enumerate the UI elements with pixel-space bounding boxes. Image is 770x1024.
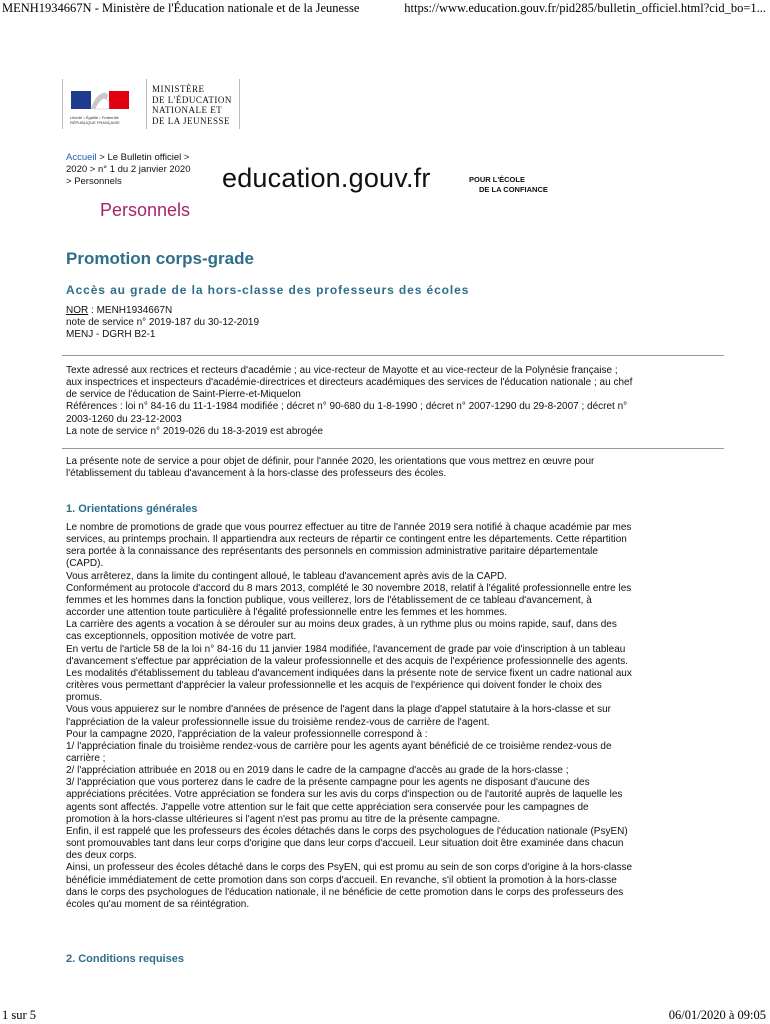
text-line: l'établissement du tableau d'avancement à la hors-classe des professeurs des écoles. bbox=[66, 468, 447, 480]
breadcrumb-year-link[interactable]: 2020 bbox=[66, 164, 88, 175]
section-heading: Personnels bbox=[100, 200, 191, 220]
text-line: accorder une attention toute particulière à l'égalité professionnelle entre les femmes et les hommes. bbox=[66, 607, 508, 619]
text-line: Pour la campagne 2020, l'appréciation de la valeur professionnelle correspond à : bbox=[66, 728, 428, 740]
text-line: La carrière des agents a vocation à se dérouler sur au moins deux grades, à un rythme plus ou moins rapide, sauf, dans des bbox=[66, 619, 617, 631]
print-footer bbox=[0, 1007, 770, 1023]
text-line: agents sont affectés. J'appelle votre attention sur le fait que cette appréciation sera conservée pour les campagnes de bbox=[66, 801, 589, 813]
ministry-line-1: MINISTÈRE bbox=[152, 84, 205, 94]
print-header-url: https://www.education.gouv.fr/pid285/bulletin_officiel.html?cid_bo=1... bbox=[404, 1, 766, 15]
service-note: note de service n° 2019-187 du 30-12-2019 bbox=[66, 317, 260, 328]
text-line: Texte adressé aux rectrices et recteurs d'académie ; au vice-recteur de Mayotte et au vice-recteur de la Polynésie française ; bbox=[66, 365, 618, 376]
text-line: des deux corps. bbox=[66, 850, 137, 862]
breadcrumb-separator: > bbox=[87, 164, 98, 175]
breadcrumb-separator: > bbox=[66, 176, 75, 187]
breadcrumb bbox=[66, 152, 191, 188]
text-line: services, au printemps prochain. Il appartiendra aux recteurs de répartir ce contingent entre les départements. Cette répartition bbox=[66, 534, 627, 546]
text-line: (CAPD). bbox=[66, 558, 104, 570]
text-line: La note de service n° 2019-026 du 18-3-2019 est abrogée bbox=[66, 425, 323, 437]
section-2-heading: 2. Conditions requises bbox=[66, 953, 184, 965]
document-subtitle: Accès au grade de la hors-classe des professeurs des écoles bbox=[66, 283, 470, 297]
nor-label: NOR bbox=[66, 305, 89, 316]
print-header bbox=[0, 0, 770, 16]
print-header-title: MENH1934667N - Ministère de l'Éducation nationale et de la Jeunesse bbox=[2, 1, 360, 15]
text-line: critères vous permettant d'apprécier la valeur professionnelle et les acquis de l'expérience qui doivent fonder le choix des bbox=[66, 680, 602, 692]
text-line: Les modalités d'établissement du tableau d'avancement indiquées dans la présente note de service fixent un cadre national aux bbox=[66, 667, 632, 679]
text-line: promotion à la hors-classe ultérieures si l'agent n'est pas promu au titre de la présente campagne. bbox=[66, 813, 501, 825]
text-line: La présente note de service a pour objet de définir, pour l'année 2020, les orientations que vous mettrez en œuvre pour bbox=[66, 456, 595, 467]
document-title: Promotion corps-grade bbox=[66, 249, 254, 268]
text-line: de service de l'éducation de Saint-Pierre-et-Miquelon bbox=[66, 389, 301, 401]
text-line: Le nombre de promotions de grade que vous pourrez effectuer au titre de l'année 2019 sera notifié à chaque académie par mes bbox=[66, 522, 632, 533]
text-line: cas exceptionnels, opposition motivée de votre part. bbox=[66, 631, 297, 643]
text-line: l'appréciation de la valeur professionnelle issue du troisième rendez-vous de carrière de l'agent. bbox=[66, 716, 490, 728]
ministry-logo[interactable] bbox=[62, 79, 237, 129]
ministry-line-3: NATIONALE ET bbox=[152, 105, 223, 115]
text-line: Vous arrêterez, dans la limite du contingent alloué, le tableau d'avancement après avis de la CAPD. bbox=[66, 570, 508, 582]
marianne-icon bbox=[71, 89, 129, 111]
document-references bbox=[66, 305, 259, 341]
slogan-line-1: POUR L'ÉCOLE bbox=[469, 175, 525, 184]
breadcrumb-personnels-link[interactable]: Personnels bbox=[74, 176, 122, 187]
breadcrumb-bulletin-link[interactable]: Le Bulletin officiel bbox=[107, 152, 182, 163]
ministry-line-2: DE L'ÉDUCATION bbox=[152, 94, 232, 105]
text-line: femmes et les hommes dans la fonction publique, vous veillerez, lors de l'établissement de ce tableau d'avancement, à bbox=[66, 594, 592, 606]
text-line: carrière ; bbox=[66, 752, 106, 764]
breadcrumb-separator: > bbox=[96, 152, 108, 163]
text-line: aux inspectrices et inspecteurs d'académie-directrices et directeurs académiques des services de l'éducation nationale ; au chef bbox=[66, 377, 633, 389]
text-line: 1/ l'appréciation finale du troisième rendez-vous de carrière pour les agents ayant bénéficié de ce troisième rendez-vous de bbox=[66, 740, 612, 752]
text-line: Ainsi, un professeur des écoles détaché dans le corps des PsyEN, qui est promu au sein de son corps d'origine à la hors-classe bbox=[66, 862, 633, 874]
issuer: MENJ - DGRH B2-1 bbox=[66, 329, 156, 340]
text-line: En vertu de l'article 58 de la loi n° 84-16 du 11 janvier 1984 modifiée, l'avancement de grade par voie d'inscription à un tableau bbox=[66, 643, 626, 655]
text-line: 3/ l'appréciation que vous porterez dans le cadre de la présente campagne pour les agents ne disposant d'aucune des bbox=[66, 777, 590, 789]
page-counter: 1 sur 5 bbox=[2, 1008, 37, 1022]
text-line: sera portée à la connaissance des représentants des personnels en commission administrative paritaire départementale bbox=[66, 546, 598, 558]
print-timestamp: 06/01/2020 à 09:05 bbox=[668, 1008, 766, 1022]
text-line: dans le corps des psychologues de l'éducation nationale, il ne bénéficie de cette promotion dans le corps des professeurs des bbox=[66, 886, 624, 898]
section-1-heading: 1. Orientations générales bbox=[66, 503, 198, 515]
site-slogan bbox=[469, 175, 548, 195]
text-line: d'avancement s'effectue par appréciation de la valeur professionnelle et des acquis de l'expérience professionnelle des agents. bbox=[66, 655, 629, 667]
addressees-block bbox=[66, 365, 726, 438]
text-line: promus. bbox=[66, 692, 103, 704]
republique-francaise-logo bbox=[62, 79, 141, 129]
ministry-line-4: DE LA JEUNESSE bbox=[152, 115, 231, 126]
text-line: Références : loi n° 84-16 du 11-1-1984 modifiée ; décret n° 90-680 du 1-8-1990 ; décret n° 2007-1290 du 29-8-2007 ; décret n° bbox=[66, 401, 628, 413]
site-brand-title[interactable]: education.gouv.fr bbox=[222, 163, 431, 193]
text-line: Conformément au protocole d'accord du 8 mars 2013, complété le 30 novembre 2018, relatif à l'égalité professionnelle entre les bbox=[66, 582, 632, 594]
breadcrumb-separator: > bbox=[181, 152, 190, 163]
ministry-name-block bbox=[146, 79, 240, 129]
nor-value: : MENH1934667N bbox=[88, 305, 173, 316]
slogan-line-2: DE LA CONFIANCE bbox=[479, 185, 548, 194]
text-line: sont promouvables tant dans leur corps d'origine que dans leur corps d'accueil. Leur situation doit être examinée dans chacun bbox=[66, 838, 624, 850]
text-line: bénéficie immédiatement de cette promotion dans son corps d'accueil. En revanche, s'il obtient la promotion à la hors-classe bbox=[66, 874, 617, 886]
breadcrumb-home-link[interactable]: Accueil bbox=[66, 152, 97, 163]
text-line: Enfin, il est rappelé que les professeurs des écoles détachés dans le corps des psychologues de l'éducation nationale (PsyEN) bbox=[66, 825, 628, 837]
text-line: Vous vous appuierez sur le nombre d'années de présence de l'agent dans la plage d'appel statutaire à la hors-classe et sur bbox=[66, 704, 611, 716]
text-line: appréciations précitées. Votre appréciation se fondera sur les avis du corps d'inspection ou de l'autorité auprès de laquelle les bbox=[66, 789, 623, 801]
breadcrumb-issue-link[interactable]: n° 1 du 2 janvier 2020 bbox=[97, 164, 191, 175]
intro-paragraph bbox=[66, 456, 726, 480]
text-line: écoles qu'au moment de sa réintégration. bbox=[66, 898, 250, 910]
divider bbox=[62, 448, 724, 449]
republique-francaise-text: Liberté • Égalité • Fraternité RÉPUBLIQUE FRANÇAISE bbox=[70, 115, 120, 125]
text-line: 2/ l'appréciation attribuée en 2018 ou en 2019 dans le cadre de la campagne d'accès au grade de la hors-classe ; bbox=[66, 765, 569, 777]
divider bbox=[62, 355, 724, 356]
section-1-body bbox=[66, 522, 726, 911]
text-line: 2003-1260 du 23-12-2003 bbox=[66, 413, 182, 425]
